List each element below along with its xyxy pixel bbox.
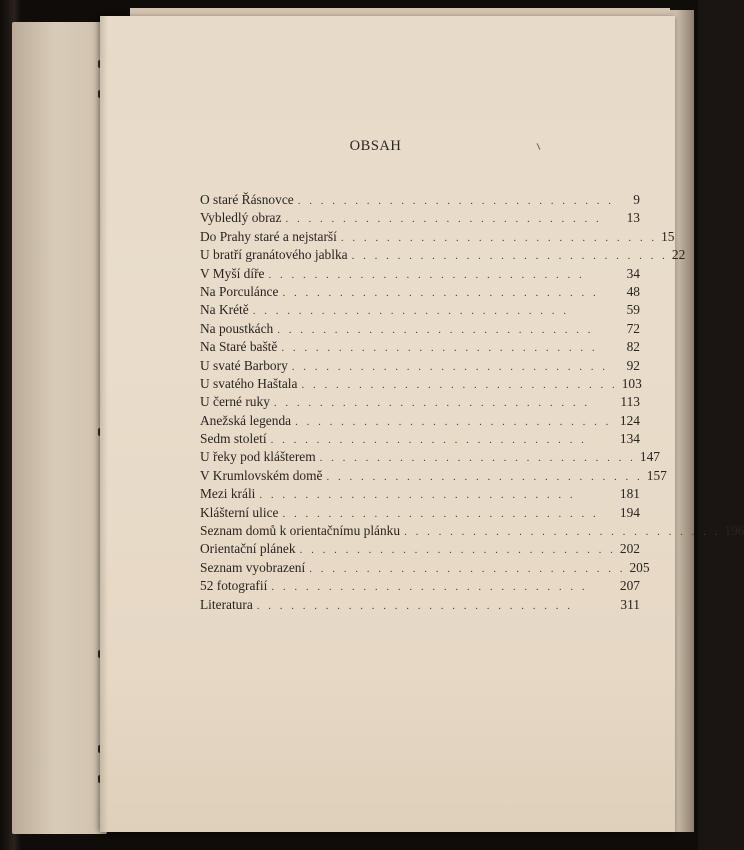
toc-entry-title: Na Porculánce <box>200 283 279 299</box>
toc-entry-title: O staré Řásnovce <box>200 192 294 207</box>
toc-leader: . . . . . . . . . . . . . . . . . . . . . . . . . . . . <box>270 434 587 447</box>
toc-entry <box>200 358 640 376</box>
toc-page-number: 82 <box>626 339 640 355</box>
toc-leader: . . . . . . . . . . . . . . . . . . . . . . . . . . . . <box>285 213 602 226</box>
toc-entry <box>200 321 640 339</box>
toc-page-number: 9 <box>633 192 640 207</box>
toc-entry <box>200 559 650 578</box>
toc-entry <box>200 541 640 559</box>
toc-entry <box>200 578 640 596</box>
toc-leader: . . . . . . . . . . . . . . . . . . . . . . . . . . . . <box>297 195 614 207</box>
toc-entry-title: U svatého Haštala <box>200 375 298 391</box>
toc-entry <box>200 431 640 449</box>
toc-leader: . . . . . . . . . . . . . . . . . . . . . . . . . . . . <box>273 397 591 410</box>
toc-page-number: 147 <box>639 449 660 465</box>
toc-page-number: 194 <box>619 504 640 520</box>
toc-entry <box>200 210 640 228</box>
toc-page-number: 124 <box>619 412 640 428</box>
toc-entry <box>200 467 667 486</box>
toc-page-number: 196 <box>724 523 744 539</box>
table-of-contents <box>200 192 744 615</box>
toc-entry-title: Mezi králi <box>200 486 256 502</box>
toc-entry-title: 52 fotografií <box>200 578 268 594</box>
toc-leader: . . . . . . . . . . . . . . . . . . . . . . . . . . . . <box>299 544 616 557</box>
toc-page-number: 92 <box>626 357 640 373</box>
toc-leader: . . . . . . . . . . . . . . . . . . . . . . . . . . . . <box>319 452 636 465</box>
toc-entry-title: Orientační plánek <box>200 541 296 557</box>
toc-entry <box>200 394 640 412</box>
toc-leader: . . . . . . . . . . . . . . . . . . . . . . . . . . . . <box>256 599 574 612</box>
toc-entry-title: Seznam domů k orientačnímu plánku <box>200 523 401 539</box>
toc-leader: . . . . . . . . . . . . . . . . . . . . . . . . . . . . <box>282 507 599 520</box>
toc-entry-title: U svaté Barbory <box>200 357 288 373</box>
toc-entry <box>200 413 640 431</box>
toc-leader: . . . . . . . . . . . . . . . . . . . . . . . . . . . . <box>340 231 658 244</box>
toc-entry <box>200 266 640 284</box>
page-title: OBSAH <box>349 138 402 154</box>
toc-leader: . . . . . . . . . . . . . . . . . . . . . . . . . . . . <box>291 360 609 373</box>
toc-entry-title: Klášterní ulice <box>200 504 279 520</box>
toc-leader: . . . . . . . . . . . . . . . . . . . . . . . . . . . . <box>326 470 643 483</box>
toc-leader: . . . . . . . . . . . . . . . . . . . . . . . . . . . . <box>309 562 626 575</box>
toc-page-number: 34 <box>626 265 640 281</box>
toc-leader: . . . . . . . . . . . . . . . . . . . . . . . . . . . . <box>268 268 585 281</box>
toc-entry-title: Na poustkách <box>200 320 274 336</box>
toc-page-number: 311 <box>620 596 640 612</box>
toc-page-number: 13 <box>626 210 640 226</box>
toc-leader: . . . . . . . . . . . . . . . . . . . . . . . . . . . . <box>282 286 599 299</box>
toc-entry-title: Na Krétě <box>200 302 249 318</box>
toc-entry-title: Seznam vyobrazení <box>200 559 306 575</box>
toc-entry-title: U černé ruky <box>200 394 270 410</box>
toc-leader: . . . . . . . . . . . . . . . . . . . . . . . . . . . . <box>277 323 594 336</box>
toc-page-number: 113 <box>620 394 640 410</box>
toc-leader: . . . . . . . . . . . . . . . . . . . . . . . . . . . . <box>404 526 721 539</box>
toc-entry-title: U bratří granátového jablka <box>200 247 348 263</box>
toc-leader: . . . . . . . . . . . . . . . . . . . . . . . . . . . . <box>259 489 576 502</box>
toc-entry-title: Do Prahy staré a nejstarší <box>200 228 337 244</box>
toc-leader: . . . . . . . . . . . . . . . . . . . . . . . . . . . . <box>252 305 569 318</box>
toc-entry <box>200 597 640 615</box>
toc-entry <box>200 339 640 357</box>
toc-leader: . . . . . . . . . . . . . . . . . . . . . . . . . . . . <box>301 378 618 391</box>
toc-entry <box>200 376 640 394</box>
toc-entry-title: Sedm století <box>200 431 267 447</box>
toc-page-number: 22 <box>671 247 686 263</box>
toc-entry-title: Anežská legenda <box>200 412 292 428</box>
toc-entry-title: V Myší díře <box>200 265 265 281</box>
toc-leader: . . . . . . . . . . . . . . . . . . . . . . . . . . . . <box>281 342 598 355</box>
toc-leader: . . . . . . . . . . . . . . . . . . . . . . . . . . . . <box>295 415 612 428</box>
toc-page-number: 181 <box>619 486 640 502</box>
toc-leader: . . . . . . . . . . . . . . . . . . . . . . . . . . . . <box>351 250 668 263</box>
toc-page-number: 205 <box>629 559 650 575</box>
toc-entry-title: Vybledlý obraz <box>200 210 282 226</box>
toc-entry-title: Literatura <box>200 596 253 612</box>
toc-page-number: 59 <box>626 302 640 318</box>
toc-entry-title: U řeky pod klášterem <box>200 449 316 465</box>
toc-entry-title: Na Staré baště <box>200 339 278 355</box>
toc-leader: . . . . . . . . . . . . . . . . . . . . . . . . . . . . <box>271 581 588 594</box>
toc-page-number: 202 <box>619 541 640 557</box>
toc-entry <box>200 505 640 523</box>
toc-page-number: 15 <box>661 228 675 244</box>
toc-entry <box>200 449 660 467</box>
toc-entry <box>200 486 640 504</box>
toc-entry <box>200 302 640 320</box>
toc-entry-title: V Krumlovském domě <box>200 467 323 483</box>
toc-entry <box>200 523 744 541</box>
toc-entry <box>200 247 686 265</box>
toc-entry <box>200 228 675 247</box>
toc-page-number: 103 <box>621 375 642 391</box>
toc-page-number: 157 <box>646 467 667 483</box>
toc-entry <box>200 192 640 210</box>
toc-page-number: 48 <box>626 283 640 299</box>
book-page <box>100 16 744 832</box>
toc-entry <box>200 284 640 302</box>
toc-page-number: 72 <box>626 320 640 336</box>
toc-page-number: 207 <box>619 578 640 594</box>
toc-page-number: 134 <box>619 431 640 447</box>
